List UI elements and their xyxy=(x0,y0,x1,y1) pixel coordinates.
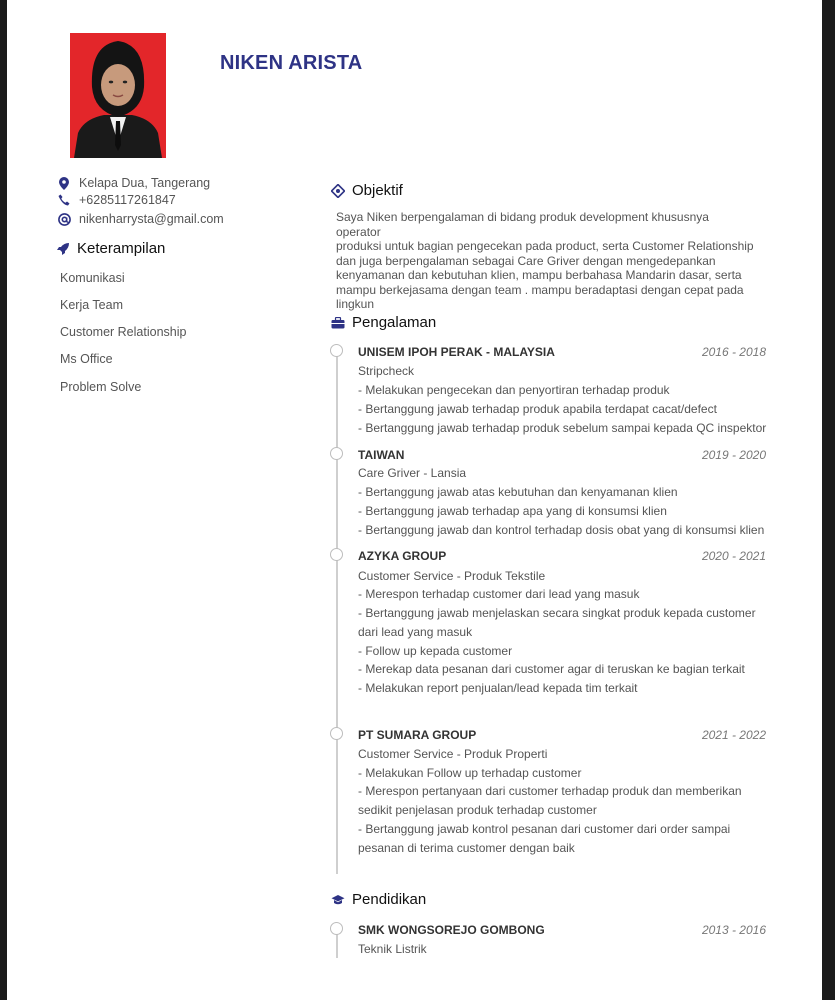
job-line: - Melakukan report penjualan/lead kepada tim terkait xyxy=(358,681,638,695)
objective-line: dan juga berpengalaman sebagai Care Griver dengan mengedepankan xyxy=(336,253,716,268)
objective-heading xyxy=(330,182,403,199)
crosshair-icon xyxy=(330,183,346,199)
objective-line: mampu berkejasama dengan team . mampu beradaptasi dengan cepat pada xyxy=(336,282,744,297)
job-line: Customer Service - Produk Properti xyxy=(358,747,548,761)
job-org: TAIWAN xyxy=(358,448,405,462)
job-line: - Bertanggung jawab dan kontrol terhadap dosis obat yang di konsumsi klien xyxy=(358,523,765,537)
skills-title: Keterampilan xyxy=(77,240,166,257)
timeline-dot xyxy=(330,922,343,935)
job-line: - Bertanggung jawab terhadap produk sebelum sampai kepada QC inspektor xyxy=(358,421,767,435)
at-icon xyxy=(57,212,71,226)
objective-title: Objektif xyxy=(352,182,403,199)
job-years: 2019 - 2020 xyxy=(701,448,766,462)
job-line: - Bertanggung jawab atas kebutuhan dan kenyamanan klien xyxy=(358,485,678,499)
job-line: - Bertanggung jawab menjelaskan secara singkat produk kepada customer xyxy=(358,606,756,620)
job-line: Care Griver - Lansia xyxy=(358,466,467,480)
job-line: Customer Service - Produk Tekstile xyxy=(358,569,546,583)
objective-line: kenyamanan dan kebutuhan klien, mampu berbahasa Mandarin dasar, serta xyxy=(336,268,742,282)
phone-text: +6285117261847 xyxy=(79,193,176,207)
skill-item: Kerja Team xyxy=(60,298,123,312)
contact-email xyxy=(57,212,224,226)
phone-icon xyxy=(57,193,71,207)
resume-page xyxy=(7,0,822,1000)
skill-item: Komunikasi xyxy=(60,271,125,285)
job-years: 2021 - 2022 xyxy=(701,728,766,742)
job-line: - Merespon pertanyaan dari customer terhadap produk dan memberikan xyxy=(358,784,742,798)
education-title: Pendidikan xyxy=(352,891,427,908)
job-years: 2020 - 2021 xyxy=(701,549,766,563)
job-org: AZYKA GROUP xyxy=(358,549,447,563)
job-line: - Melakukan Follow up terhadap customer xyxy=(358,766,582,780)
job-line: dari lead yang masuk xyxy=(358,625,473,639)
timeline-dot xyxy=(330,344,343,357)
rocket-icon xyxy=(55,241,71,257)
timeline-dot xyxy=(330,548,343,561)
timeline-dot xyxy=(330,727,343,740)
timeline-dot xyxy=(330,447,343,460)
job-line: - Bertanggung jawab kontrol pesanan dari customer dari order sampai xyxy=(358,822,731,836)
experience-title: Pengalaman xyxy=(352,314,437,331)
experience-heading xyxy=(330,314,436,331)
graduation-cap-icon xyxy=(330,892,346,908)
candidate-name: NIKEN ARISTA xyxy=(220,52,363,74)
education-heading xyxy=(330,891,426,908)
job-line: - Melakukan pengecekan dan penyortiran terhadap produk xyxy=(358,383,670,397)
location-text: Kelapa Dua, Tangerang xyxy=(79,176,211,190)
contact-phone xyxy=(57,193,176,207)
objective-line: Saya Niken berpengalaman di bidang produk development khususnya operator xyxy=(336,210,709,239)
job-line: - Merekap data pesanan dari customer agar di teruskan ke bagian terkait xyxy=(358,662,745,676)
job-line: - Bertanggung jawab terhadap apa yang di konsumsi klien xyxy=(358,504,667,518)
job-org: UNISEM IPOH PERAK - MALAYSIA xyxy=(358,345,555,359)
location-pin-icon xyxy=(57,176,71,190)
school-org: SMK WONGSOREJO GOMBONG xyxy=(358,923,545,937)
skills-heading xyxy=(55,240,165,257)
contact-location xyxy=(57,176,210,190)
briefcase-icon xyxy=(330,315,346,331)
job-line: sedikit penjelasan produk terhadap customer xyxy=(358,803,597,817)
skill-item: Ms Office xyxy=(60,352,113,366)
objective-paragraph xyxy=(336,210,756,312)
job-line: Stripcheck xyxy=(358,364,415,378)
job-line: - Merespon terhadap customer dari lead yang masuk xyxy=(358,587,640,601)
skill-item: Customer Relationship xyxy=(60,325,187,339)
job-line: pesanan di terima customer dengan baik xyxy=(358,841,575,855)
school-line: Teknik Listrik xyxy=(358,942,427,956)
profile-photo xyxy=(70,33,166,158)
email-text: nikenharrysta@gmail.com xyxy=(79,212,224,226)
job-line: - Bertanggung jawab terhadap produk apabila terdapat cacat/defect xyxy=(358,402,717,416)
experience-timeline-line xyxy=(336,352,338,874)
skill-item: Problem Solve xyxy=(60,380,142,394)
job-line: - Follow up kepada customer xyxy=(358,644,513,658)
job-org: PT SUMARA GROUP xyxy=(358,728,477,742)
job-years: 2016 - 2018 xyxy=(701,345,766,359)
objective-line: lingkun xyxy=(336,297,375,311)
school-years: 2013 - 2016 xyxy=(701,923,766,937)
objective-line: produksi untuk bagian pengecekan pada product, serta Customer Relationship xyxy=(336,239,754,253)
